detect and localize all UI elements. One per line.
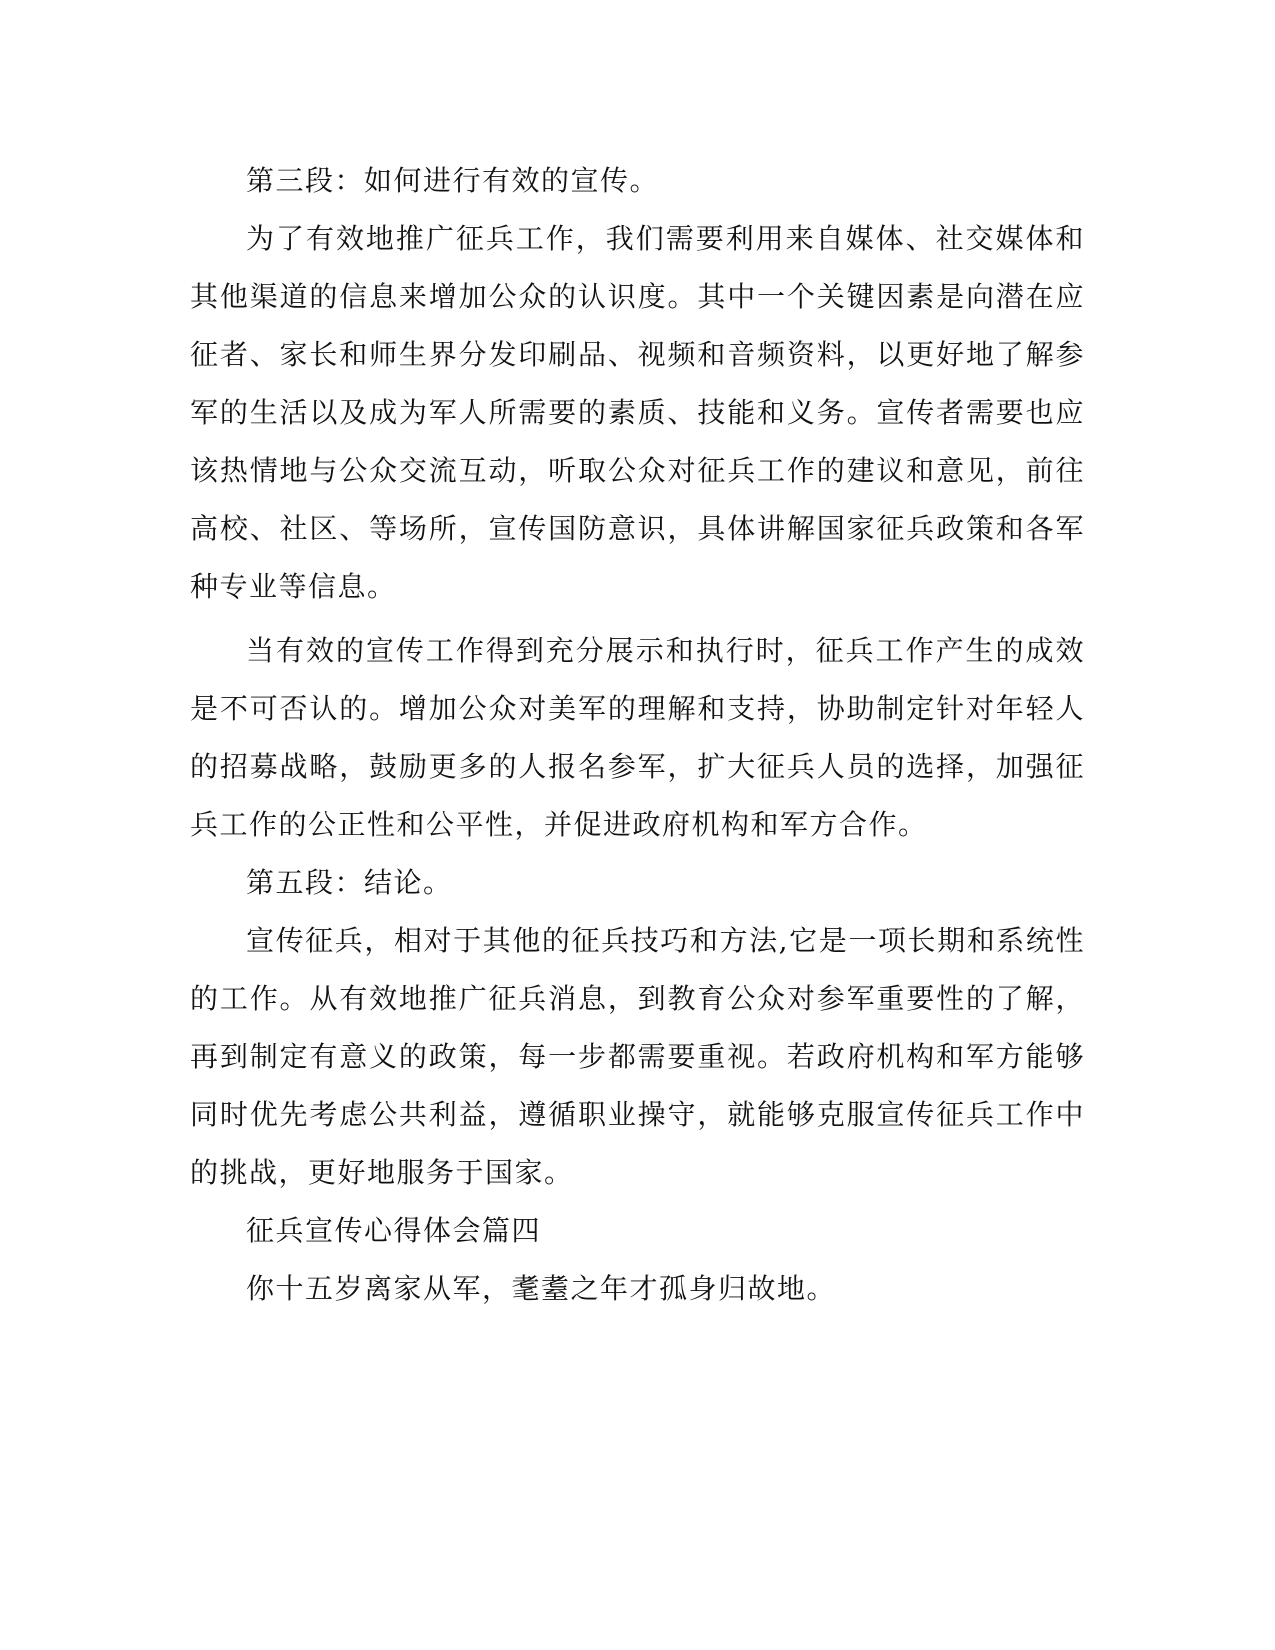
article-title-part-4: 征兵宣传心得体会篇四 — [246, 1214, 542, 1247]
paragraph-conclusion: 宣传征兵，相对于其他的征兵技巧和方法,它是一项长期和系统性的工作。从有效地推广征兵消息，到教育公众对参军重要性的了解，再到制定有意义的政策，每一步都需要重视。若政府机构和军方能够同时优先考虑公共利益，遵循职业操守，就能够克服宣传征兵工作中的挑战，更好地服务于国家。 — [190, 924, 1085, 1189]
paragraph-publicity-methods: 为了有效地推广征兵工作，我们需要利用来自媒体、社交媒体和其他渠道的信息来增加公众的认识度。其中一个关键因素是向潜在应征者、家长和师生界分发印刷品、视频和音频资料，以更好地了解参军的生活以及成为军人所需要的素质、技能和义务。宣传者需要也应该热情地与公众交流互动，听取公众对征兵工作的建议和意见，前往高校、社区、等场所，宣传国防意识，具体讲解国家征兵政策和各军种专业等信息。 — [190, 222, 1085, 603]
paragraph-poem-line: 你十五岁离家从军，耄耋之年才孤身归故地。 — [246, 1272, 837, 1305]
section-heading-3: 第三段：如何进行有效的宣传。 — [246, 164, 660, 197]
document-page — [190, 152, 1085, 1318]
paragraph-publicity-effects: 当有效的宣传工作得到充分展示和执行时，征兵工作产生的成效是不可否认的。增加公众对美军的理解和支持，协助制定针对年轻人的招募战略，鼓励更多的人报名参军，扩大征兵人员的选择，加强征兵工作的公正性和公平性，并促进政府机构和军方合作。 — [190, 634, 1085, 841]
section-heading-5: 第五段：结论。 — [246, 866, 453, 899]
